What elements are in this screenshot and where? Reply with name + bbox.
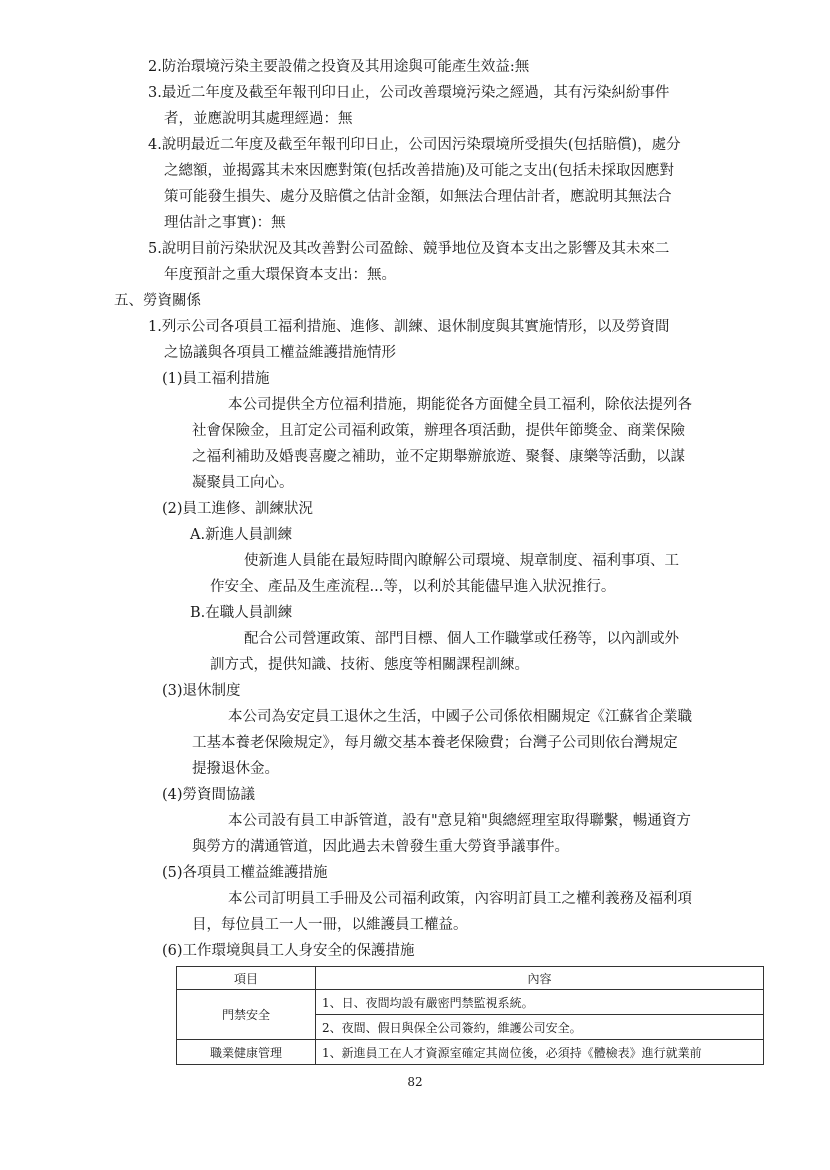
table-header-row <box>177 967 764 990</box>
text-line: 本公司為安定員工退休之生活，中國子公司係依相關規定《江蘇省企業職 <box>228 709 692 725</box>
text-line: 之協議與各項員工權益維護措施情形 <box>164 345 396 361</box>
text-line: 作安全、產品及生產流程...等，以利於其能儘早進入狀況推行。 <box>210 579 616 595</box>
subheading: (3)退休制度 <box>162 683 241 699</box>
table-cell-item: 門禁安全 <box>177 990 316 1040</box>
text-line: 策可能發生損失、處分及賠償之估計金額，如無法合理估計者，應說明其無法合 <box>164 189 672 205</box>
subheading: (2)員工進修、訓練狀況 <box>162 501 314 517</box>
text-line: 社會保險金，且訂定公司福利政策，辦理各項活動，提供年節獎金、商業保險 <box>192 423 685 439</box>
table-cell-item: 職業健康管理 <box>177 1040 316 1065</box>
text-line: 之總額，並揭露其未來因應對策(包括改善措施)及可能之支出(包括未採取因應對 <box>164 163 674 179</box>
subheading: (4)勞資間協議 <box>162 787 256 803</box>
text-line: 年度預計之重大環保資本支出：無。 <box>164 267 396 283</box>
column-header-item: 項目 <box>177 967 316 990</box>
table-row <box>177 1040 764 1065</box>
text-line: 者，並應說明其處理經過：無 <box>164 111 353 127</box>
text-line: 本公司訂明員工手冊及公司福利政策，內容明訂員工之權利義務及福利項 <box>228 891 692 907</box>
text-line: 目，每位員工一人一冊，以維護員工權益。 <box>192 917 468 933</box>
page-number: 82 <box>407 1075 423 1089</box>
safety-measures-table <box>176 966 764 1065</box>
text-line: 4.說明最近二年度及截至年報刊印日止，公司因污染環境所受損失(包括賠償)，處分 <box>148 137 681 153</box>
text-line: 本公司提供全方位福利措施，期能從各方面健全員工福利，除依法提列各 <box>228 397 692 413</box>
text-line: 之福利補助及婚喪喜慶之補助，並不定期舉辦旅遊、聚餐、康樂等活動，以謀 <box>192 449 685 465</box>
text-line: 工基本養老保險規定》，每月繳交基本養老保險費；台灣子公司則依台灣規定 <box>192 735 678 751</box>
subheading: (5)各項員工權益維護措施 <box>162 865 328 881</box>
table-cell-content: 1、日、夜間均設有嚴密門禁監視系統。 <box>316 990 764 1015</box>
table-cell-content: 2、夜間、假日與保全公司簽約，維護公司安全。 <box>316 1015 764 1040</box>
text-line: 5.說明目前污染狀況及其改善對公司盈餘、競爭地位及資本支出之影響及其未來二 <box>148 241 670 257</box>
text-line: 配合公司營運政策、部門目標、個人工作職掌或任務等，以內訓或外 <box>244 631 679 647</box>
subheading: (6)工作環境與員工人身安全的保護措施 <box>162 943 415 959</box>
text-line: 凝聚員工向心。 <box>192 475 294 491</box>
text-line: 2.防治環境污染主要設備之投資及其用途與可能產生效益:無 <box>148 59 530 75</box>
column-header-content: 內容 <box>316 967 764 990</box>
section-heading: 五、勞資關係 <box>114 293 201 309</box>
subheading: B.在職人員訓練 <box>190 605 293 621</box>
text-line: 理估計之事實)：無 <box>164 215 286 231</box>
text-line: 3.最近二年度及截至年報刊印日止，公司改善環境污染之經過，其有污染糾紛事件 <box>148 85 670 101</box>
text-line: 使新進人員能在最短時間內瞭解公司環境、規章制度、福利事項、工 <box>244 553 679 569</box>
subheading: A.新進人員訓練 <box>190 527 293 543</box>
subheading: (1)員工福利措施 <box>162 371 270 387</box>
text-line: 訓方式，提供知識、技術、態度等相關課程訓練。 <box>210 657 529 673</box>
text-line: 1.列示公司各項員工福利措施、進修、訓練、退休制度與其實施情形，以及勞資間 <box>148 319 670 335</box>
text-line: 與勞方的溝通管道，因此過去未曾發生重大勞資爭議事件。 <box>192 839 569 855</box>
text-line: 本公司設有員工申訴管道，設有"意見箱"與總經理室取得聯繫，暢通資方 <box>228 813 691 829</box>
table-cell-content: 1、新進員工在人才資源室確定其崗位後，必須持《體檢表》進行就業前 <box>316 1040 764 1065</box>
text-line: 提撥退休金。 <box>192 761 279 777</box>
table-row <box>177 990 764 1015</box>
